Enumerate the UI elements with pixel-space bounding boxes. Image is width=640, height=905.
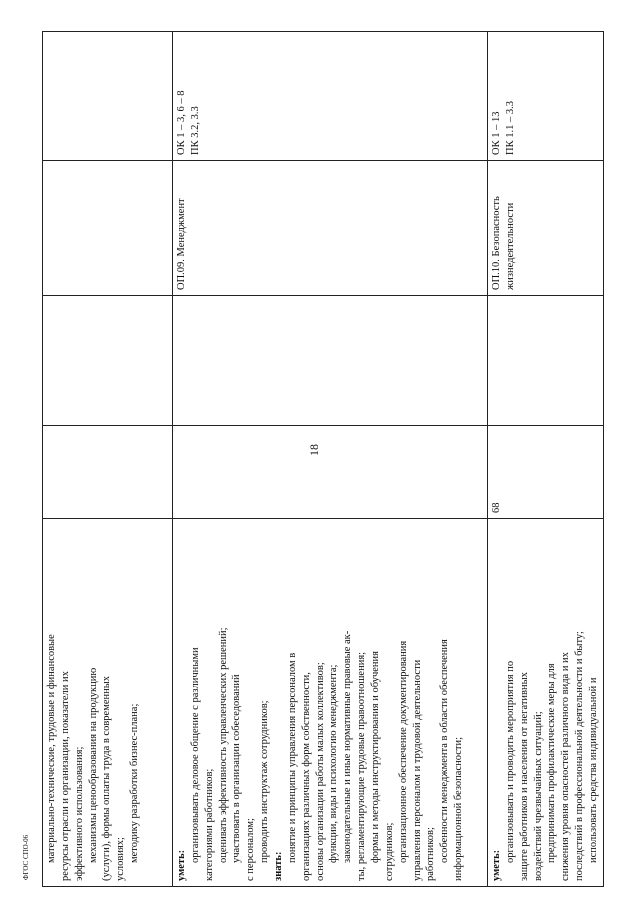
text-line: формы и методы инструктирования и обучения xyxy=(370,651,382,863)
text-line: организовывать и проводить мероприятия по xyxy=(504,660,516,863)
text-line: воздействий чрезвычайных ситуаций; xyxy=(532,711,544,881)
text-line: законодательные и иные нормативные правовые ак- xyxy=(342,630,354,863)
competencies-cell xyxy=(173,32,488,161)
table-row xyxy=(43,32,173,887)
competency-line: ПК 1.1 – 3.3 xyxy=(504,101,516,155)
page-number-text: 18 xyxy=(307,444,321,456)
discipline-cell xyxy=(43,161,173,296)
competency-line: ОК 1 – 3, 6 – 8 xyxy=(176,90,187,155)
text-line: материально-технические, трудовые и финансовые xyxy=(46,634,57,863)
text-line: (услуги), формы оплаты труда в современных xyxy=(101,675,113,881)
table-row xyxy=(173,32,488,887)
table-row xyxy=(488,32,604,887)
footer-text: ФГОС СПО-06 xyxy=(22,834,30,880)
text-line: предпринимать профилактические меры для xyxy=(546,663,558,863)
text-line: работников; xyxy=(425,827,437,881)
requirements-cell xyxy=(43,519,173,887)
text-line: ты, регламентирующие трудовые правоотношения; xyxy=(356,651,368,881)
text-line: информационной безопасности; xyxy=(453,736,465,881)
text-line: условиях; xyxy=(115,837,127,881)
requirements-cell xyxy=(488,519,604,887)
discipline-cell: ОП.09. Менеджмент xyxy=(173,161,488,296)
text-line: управления персоналом и трудовой деятельности xyxy=(411,659,423,881)
section-heading: знать: xyxy=(273,851,285,881)
text-line: защите работников и населения от негативных xyxy=(518,672,530,881)
text-line: категориями работников; xyxy=(203,768,215,881)
text-line: снижения уровня опасностей различного вида и их xyxy=(560,652,572,881)
section-heading: уметь: xyxy=(491,849,502,881)
hours-cell xyxy=(173,426,488,519)
text-line: методику разработки бизнес-плана; xyxy=(129,703,141,863)
competency-line: ПК 3.2, 3.3 xyxy=(189,106,201,155)
blank-cell xyxy=(173,296,488,426)
competencies-cell xyxy=(43,32,173,161)
text-line: сотрудников; xyxy=(383,822,395,881)
text-line: участвовать в организации собеседований xyxy=(231,674,243,863)
text-line: функции, виды и психологию менеджмента; xyxy=(328,664,340,863)
text-line: организациях различных форм собственности, xyxy=(300,672,312,881)
competency-line: ОК 1 – 13 xyxy=(491,111,502,155)
text-line: эффективного использования; xyxy=(73,746,85,881)
text-line: механизмы ценообразования на продукцию xyxy=(87,667,99,863)
text-line: основы организации работы малых коллективов; xyxy=(314,662,326,881)
page-number xyxy=(304,440,324,460)
hours-cell xyxy=(43,426,173,519)
section-heading: уметь: xyxy=(176,849,187,881)
text-line: понятие и принципы управления персоналом в xyxy=(286,652,298,863)
page-footer xyxy=(22,820,36,880)
competencies-cell xyxy=(488,32,604,161)
text-line: использовать средства индивидуальной и xyxy=(588,677,600,863)
text-line: последствий в профессиональной деятельности и быту; xyxy=(574,631,586,881)
text-line: проводить инструктаж сотрудников; xyxy=(259,700,271,863)
text-line: ресурсы отрасли и организации, показатели их xyxy=(59,671,71,881)
hours-cell: 68 xyxy=(488,426,604,519)
text-line: оценивать эффективность управленческих решений; xyxy=(217,627,229,863)
text-line: организационное обеспечение документирования xyxy=(397,640,409,863)
requirements-cell xyxy=(173,519,488,887)
text-line: особенности менеджмента в области обеспечения xyxy=(439,639,451,863)
blank-cell xyxy=(43,296,173,426)
blank-cell xyxy=(488,296,604,426)
text-line: организовывать деловое общение с различными xyxy=(189,647,201,863)
discipline-cell: ОП.10. Безопасность жизнедеятельности xyxy=(488,161,604,296)
text-line: с персоналом; xyxy=(245,818,257,881)
